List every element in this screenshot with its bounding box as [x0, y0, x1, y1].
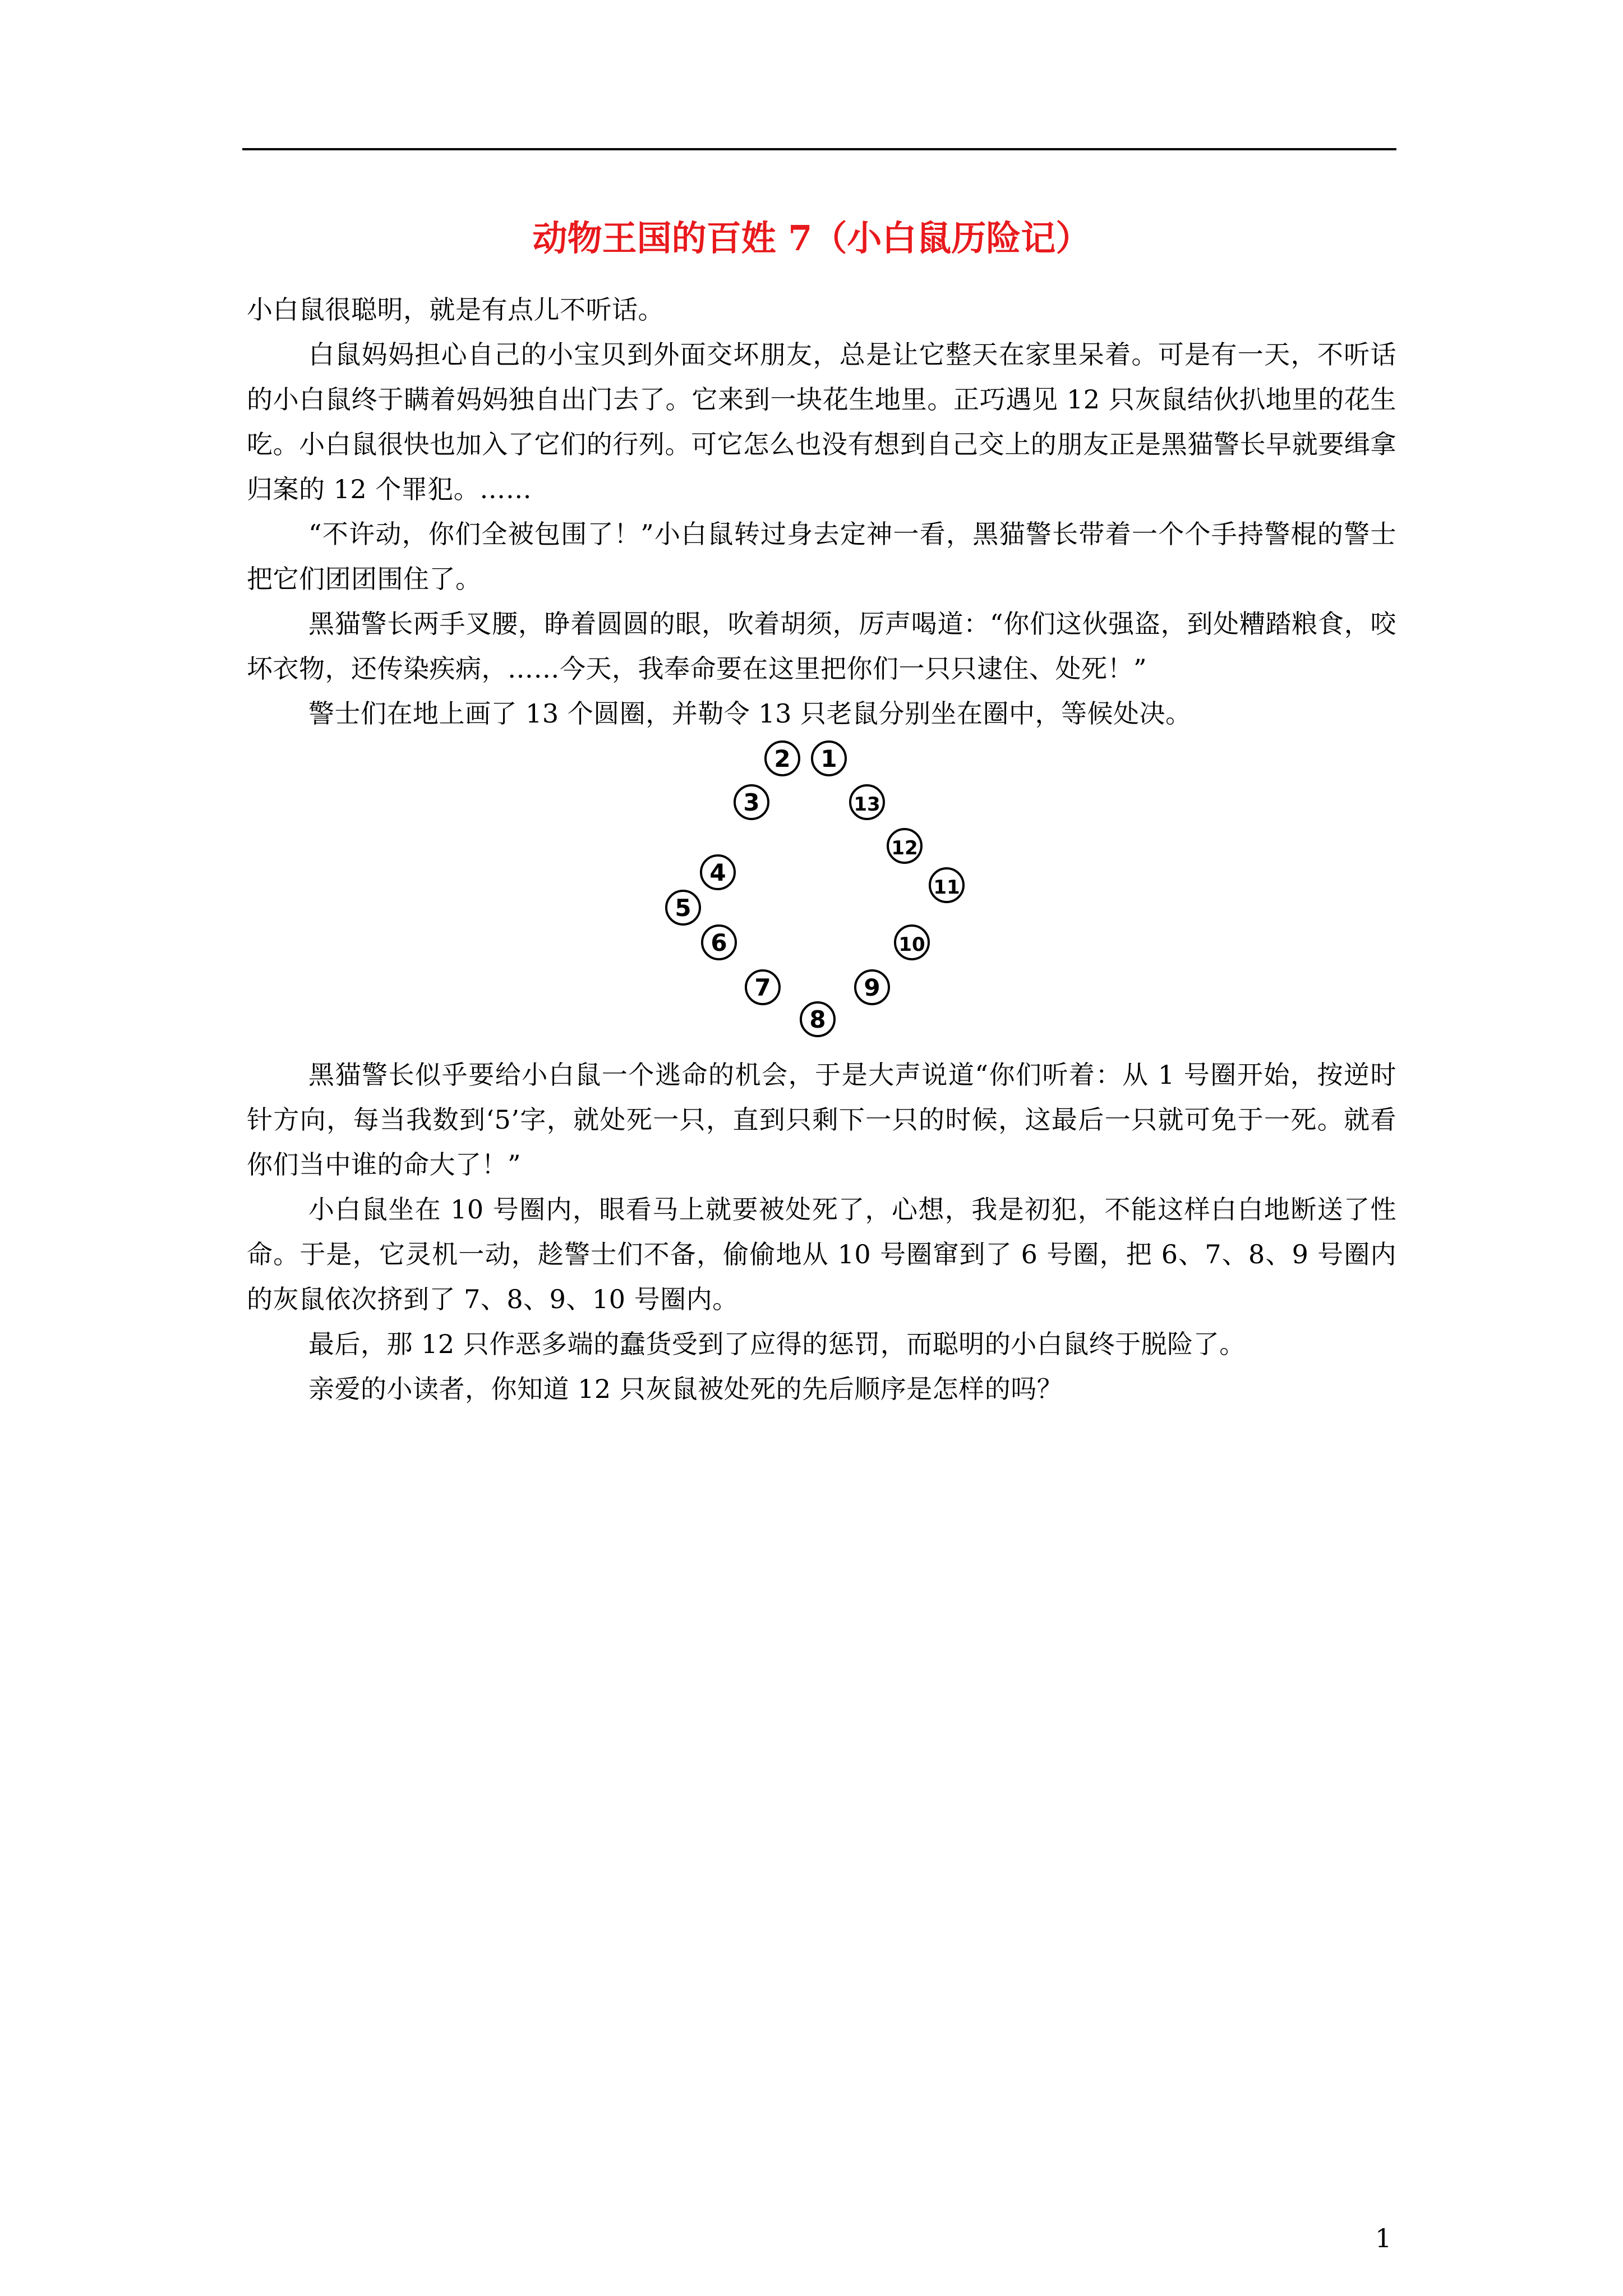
circle-13	[850, 785, 884, 819]
paragraph: 白鼠妈妈担心自己的小宝贝到外面交坏朋友，总是让它整天在家里呆着。可是有一天，不听话的小白鼠终于瞒着妈妈独自出门去了。它来到一块花生地里。正巧遇见 12 只灰鼠结伙扒地里的花生吃。小白鼠很快也加入了它们的行列。可它怎么也没有想到自己交上的朋友正是黑猫警长早就要缉拿归案的 12 个罪犯。……	[247, 339, 1396, 504]
circle-label: 2	[774, 745, 791, 772]
story-text-top	[247, 287, 1396, 736]
circle-label: 10	[898, 933, 925, 956]
circle-6	[702, 926, 736, 959]
page-number: 1	[1375, 2223, 1392, 2253]
paragraph-question: 亲爱的小读者，你知道 12 只灰鼠被处死的先后顺序是怎样的吗？	[308, 1374, 1063, 1404]
circle-label: 9	[864, 974, 880, 1001]
circle-5	[666, 891, 700, 924]
circle-label: 11	[933, 876, 960, 899]
story-text-bottom	[247, 1052, 1396, 1411]
paragraph: “不许动，你们全被包围了！”小白鼠转过身去定神一看，黑猫警长带着一个个手持警棍的警士把它们团团围住了。	[247, 519, 1396, 594]
circle-1	[812, 742, 846, 775]
circle-label: 7	[754, 974, 771, 1001]
circle-2	[766, 742, 799, 775]
circle-label: 8	[809, 1006, 826, 1033]
circle-label: 13	[854, 793, 880, 816]
circle-7	[746, 970, 780, 1004]
circle-label: 1	[820, 745, 837, 772]
circle-12	[888, 829, 921, 863]
circle-11	[930, 868, 963, 902]
paragraph: 最后，那 12 只作恶多端的蠢货受到了应得的惩罚，而聪明的小白鼠终于脱险了。	[308, 1329, 1246, 1359]
paragraph: 警士们在地上画了 13 个圆圈，并勒令 13 只老鼠分别坐在圈中，等候处决。	[308, 698, 1192, 729]
circle-label: 6	[711, 929, 727, 956]
paragraph-intro: 小白鼠很聪明，就是有点儿不听话。	[247, 295, 664, 325]
page-title: 动物王国的百姓 7（小白鼠历险记）	[532, 218, 1091, 259]
paragraph: 黑猫警长似乎要给小白鼠一个逃命的机会，于是大声说道“你们听着：从 1 号圈开始，按逆时针方向，每当我数到‘5’字，就处死一只，直到只剩下一只的时候，这最后一只就可免于一死。就看你们当中谁的命大了！”	[247, 1060, 1396, 1180]
circle-4	[701, 855, 735, 889]
circle-label: 4	[709, 859, 726, 886]
header-rule	[242, 148, 1396, 150]
circle-3	[735, 785, 768, 819]
circle-10	[895, 926, 929, 959]
circle-diagram	[651, 724, 976, 1038]
circle-9	[855, 970, 889, 1004]
circle-label: 5	[675, 894, 691, 922]
circle-label: 3	[743, 789, 760, 816]
paragraph: 黑猫警长两手叉腰，睁着圆圆的眼，吹着胡须，厉声喝道：“你们这伙强盗，到处糟踏粮食，咬坏衣物，还传染疾病，……今天，我奉命要在这里把你们一只只逮住、处死！”	[247, 609, 1396, 684]
paragraph: 小白鼠坐在 10 号圈内，眼看马上就要被处死了，心想，我是初犯，不能这样白白地断送了性命。于是，它灵机一动，趁警士们不备，偷偷地从 10 号圈窜到了 6 号圈，把 6、7、8、9 号圈内的灰鼠依次挤到了 7、8、9、10 号圈内。	[247, 1194, 1396, 1314]
circle-label: 12	[891, 837, 918, 859]
circle-8	[801, 1002, 834, 1036]
